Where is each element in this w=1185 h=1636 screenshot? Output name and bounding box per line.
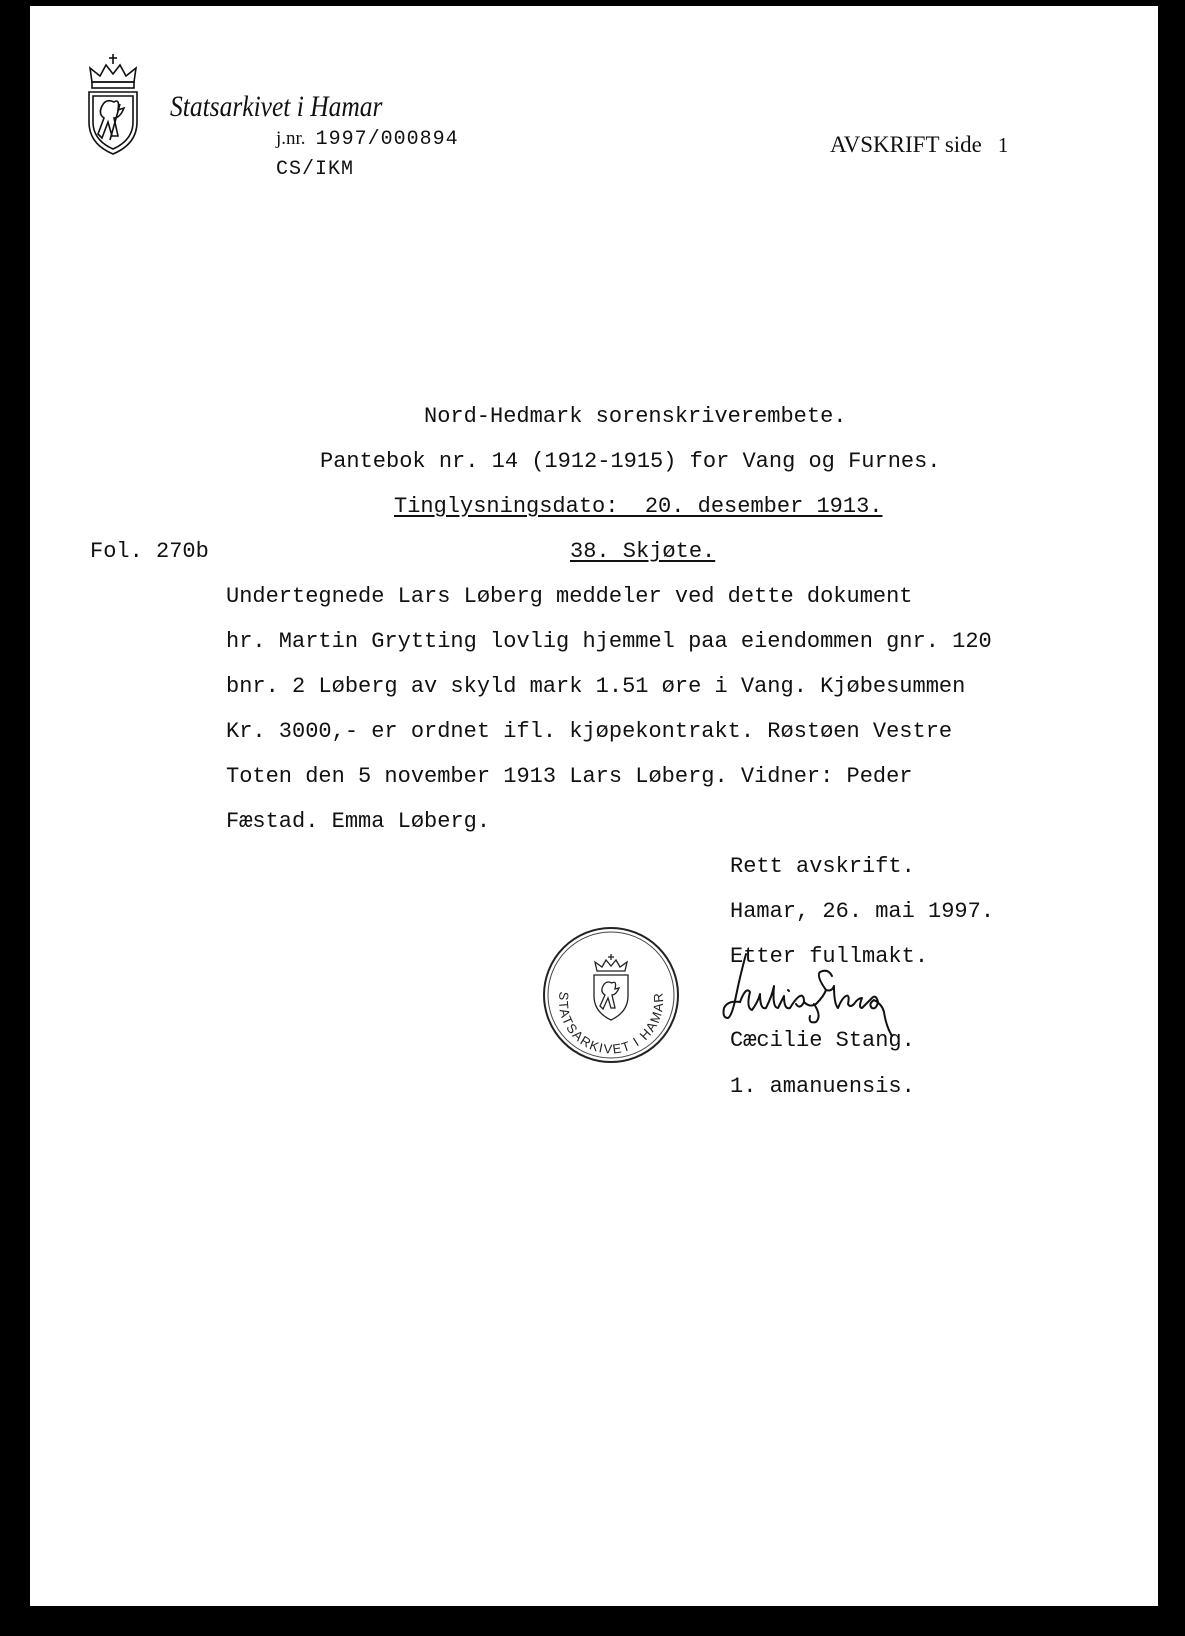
tinglysning-date: Tinglysningsdato: 20. desember 1913. — [394, 494, 883, 519]
seal-text: STATSARKIVET I HAMAR — [555, 990, 667, 1057]
svg-text:STATSARKIVET I HAMAR — [556, 991, 667, 1057]
handwritten-signature — [716, 946, 906, 1046]
entry-heading: 38. Skjøte. — [570, 539, 716, 564]
pantebok-line: Pantebok nr. 14 (1912-1915) for Vang og Furnes. — [320, 449, 941, 474]
signer-title: 1. amanuensis. — [730, 1074, 915, 1099]
body-line: hr. Martin Grytting lovlig hjemmel paa eiendommen gnr. 120 — [226, 629, 992, 654]
signer-name: Cæcilie Stang. — [730, 1028, 915, 1053]
jnr-label: j.nr. — [276, 128, 306, 149]
avskrift-text: AVSKRIFT side — [830, 132, 982, 157]
avskrift-label — [830, 132, 1008, 158]
certification-authority: Etter fullmakt. — [730, 944, 929, 969]
office-title: Nord-Hedmark sorenskriverembete. — [424, 404, 847, 429]
body-line: Kr. 3000,- er ordnet ifl. kjøpekontrakt. Røstøen Vestre — [226, 719, 953, 744]
case-initials: CS/IKM — [276, 158, 355, 181]
page-number: 1 — [997, 133, 1009, 157]
coat-of-arms-icon — [84, 52, 142, 156]
body-line: bnr. 2 Løberg av skyld mark 1.51 øre i Vang. Kjøbesummen — [226, 674, 966, 699]
body-line: Fæstad. Emma Løberg. — [226, 809, 491, 834]
institution-name: Statsarkivet i Hamar — [170, 90, 383, 123]
folio-number: Fol. 270b — [90, 539, 209, 564]
certification-line: Rett avskrift. — [730, 854, 915, 879]
body-line: Toten den 5 november 1913 Lars Løberg. Vidner: Peder — [226, 764, 913, 789]
jnr-value: 1997/000894 — [315, 128, 459, 151]
journal-number — [276, 128, 459, 151]
body-line: Undertegnede Lars Løberg meddeler ved dette dokument — [226, 584, 913, 609]
certification-place-date: Hamar, 26. mai 1997. — [730, 899, 995, 924]
document-page — [30, 6, 1158, 1606]
official-seal — [540, 924, 682, 1066]
